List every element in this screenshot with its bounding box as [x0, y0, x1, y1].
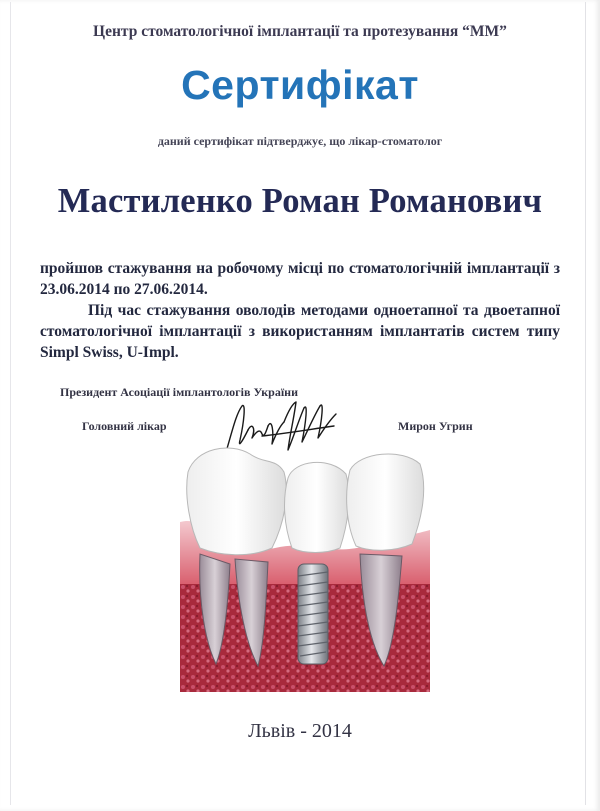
signatory-name: Мирон Угрин — [398, 419, 473, 433]
certificate-body — [40, 258, 560, 363]
chief-doctor-title: Головний лікар — [82, 419, 167, 433]
dental-implant-illustration-icon — [180, 444, 430, 692]
president-title: Президент Асоціації імплантологів України — [60, 385, 299, 399]
body-paragraph-2: Під час стажування оволодів методами одноетапної та двоетапної стоматологічної імплантації з використанням імплантатів систем типу Simpl Swiss, U-Impl. — [40, 302, 560, 361]
footer-place-year: Львів - 2014 — [248, 720, 352, 742]
certificate-title: Сертифікат — [181, 62, 419, 108]
body-paragraph-1: пройшов стажування на робочому місці по стоматологічній імплантації з 23.06.2014 по 27.06.2014. — [40, 260, 560, 298]
issuer-header: Центр стоматологічної імплантації та протезування “ММ” — [93, 23, 507, 40]
certificate-subtitle: даний сертифікат підтверджує, що лікар-стоматолог — [157, 134, 443, 148]
recipient-name: Мастиленко Роман Романович — [57, 182, 543, 220]
